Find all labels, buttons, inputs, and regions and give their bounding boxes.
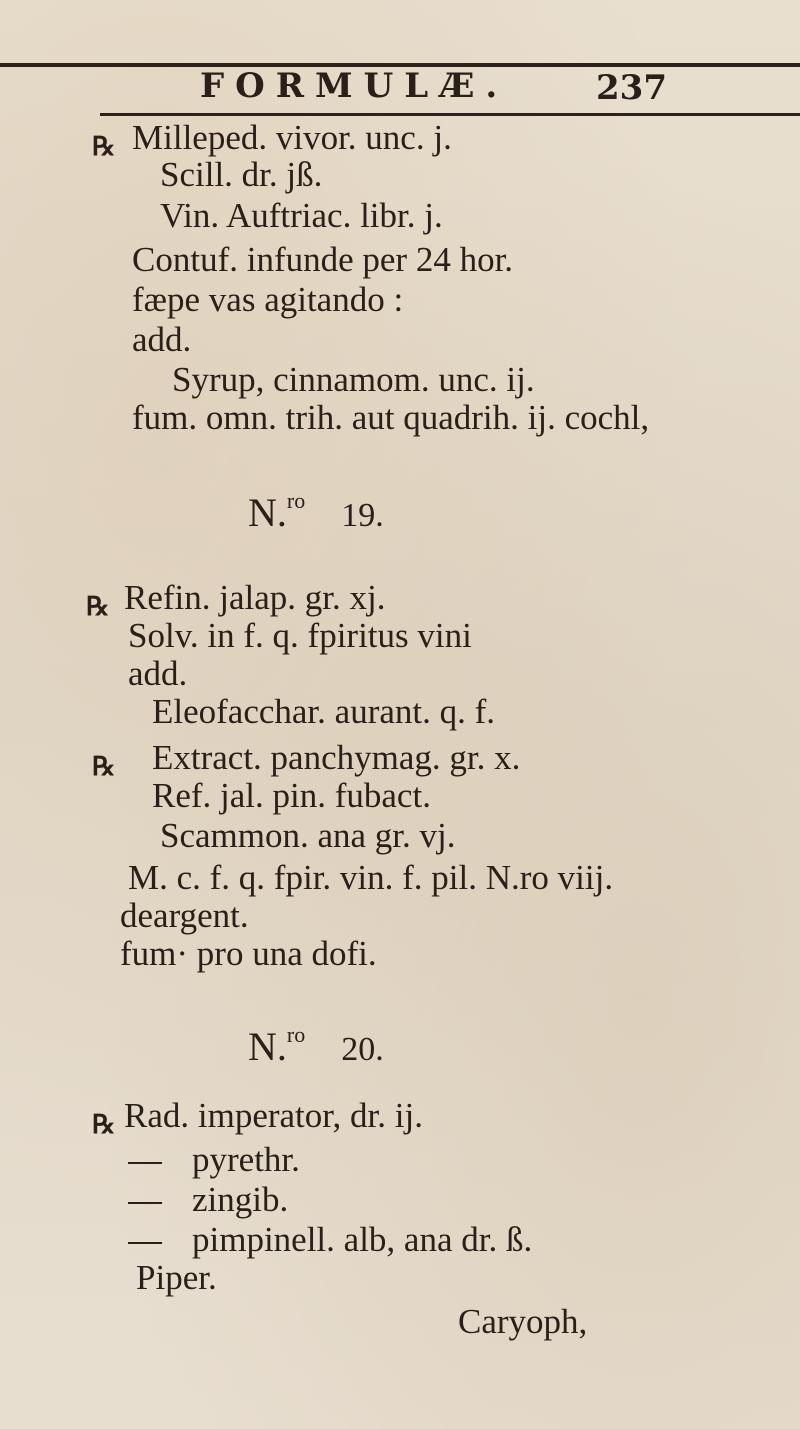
recipe-line: Syrup, cinnamom. unc. ij. <box>172 360 535 399</box>
header-rule-bottom <box>100 113 800 116</box>
recipe-rx-icon: ℞ <box>92 132 116 161</box>
section-heading-19 <box>248 488 384 536</box>
running-head: FORMULÆ. <box>200 66 509 106</box>
recipe-line: Milleped. vivor. unc. j. <box>132 118 452 157</box>
recipe-line: M. c. f. q. fpir. vin. f. pil. N.ro viij. <box>128 858 614 897</box>
heading-number: 20. <box>341 1031 384 1068</box>
recipe-line: add. <box>132 320 192 359</box>
recipe-line: Contuf. infunde per 24 hor. <box>132 240 514 279</box>
heading-prefix: N. <box>248 1024 287 1069</box>
ditto-dash <box>128 1242 162 1244</box>
recipe-line: Ref. jal. pin. fubact. <box>152 776 431 815</box>
ditto-dash <box>128 1162 162 1164</box>
recipe-line: Extract. panchymag. gr. x. <box>152 738 521 777</box>
page-number: 237 <box>596 68 667 108</box>
recipe-line: add. <box>128 654 188 693</box>
recipe-line: Rad. imperator, dr. ij. <box>124 1096 423 1135</box>
recipe-line: Refin. jalap. gr. xj. <box>124 578 386 617</box>
heading-sup: ro <box>286 488 306 513</box>
catchword: Caryoph, <box>458 1302 588 1341</box>
recipe-rx-icon: ℞ <box>92 1110 116 1139</box>
heading-number: 19. <box>341 497 384 534</box>
recipe-line: Eleofacchar. aurant. q. f. <box>152 692 496 731</box>
recipe-line: fum. omn. trih. aut quadrih. ij. cochl, <box>132 398 650 437</box>
recipe-line: deargent. <box>120 896 249 935</box>
recipe-line: fum· pro una dofi. <box>120 934 377 973</box>
recipe-line: Scammon. ana gr. vj. <box>160 816 456 855</box>
recipe-line: Solv. in f. q. fpiritus vini <box>128 616 472 655</box>
recipe-line: fæpe vas agitando : <box>132 280 404 319</box>
recipe-line <box>128 1140 300 1180</box>
recipe-line: Scill. dr. jß. <box>160 155 323 194</box>
recipe-rx-icon: ℞ <box>86 592 110 621</box>
heading-sup: ro <box>286 1022 306 1047</box>
recipe-line <box>128 1180 288 1220</box>
recipe-rx-icon: ℞ <box>92 752 116 781</box>
recipe-line-text: zingib. <box>192 1180 289 1219</box>
recipe-line <box>128 1220 532 1260</box>
recipe-line: Vin. Auftriac. libr. j. <box>160 196 443 235</box>
recipe-line: Piper. <box>136 1258 217 1297</box>
recipe-line-text: pimpinell. alb, ana dr. ß. <box>192 1220 533 1259</box>
heading-prefix: N. <box>248 490 287 535</box>
recipe-line-text: pyrethr. <box>192 1140 300 1179</box>
section-heading-20 <box>248 1022 384 1070</box>
ditto-dash <box>128 1202 162 1204</box>
